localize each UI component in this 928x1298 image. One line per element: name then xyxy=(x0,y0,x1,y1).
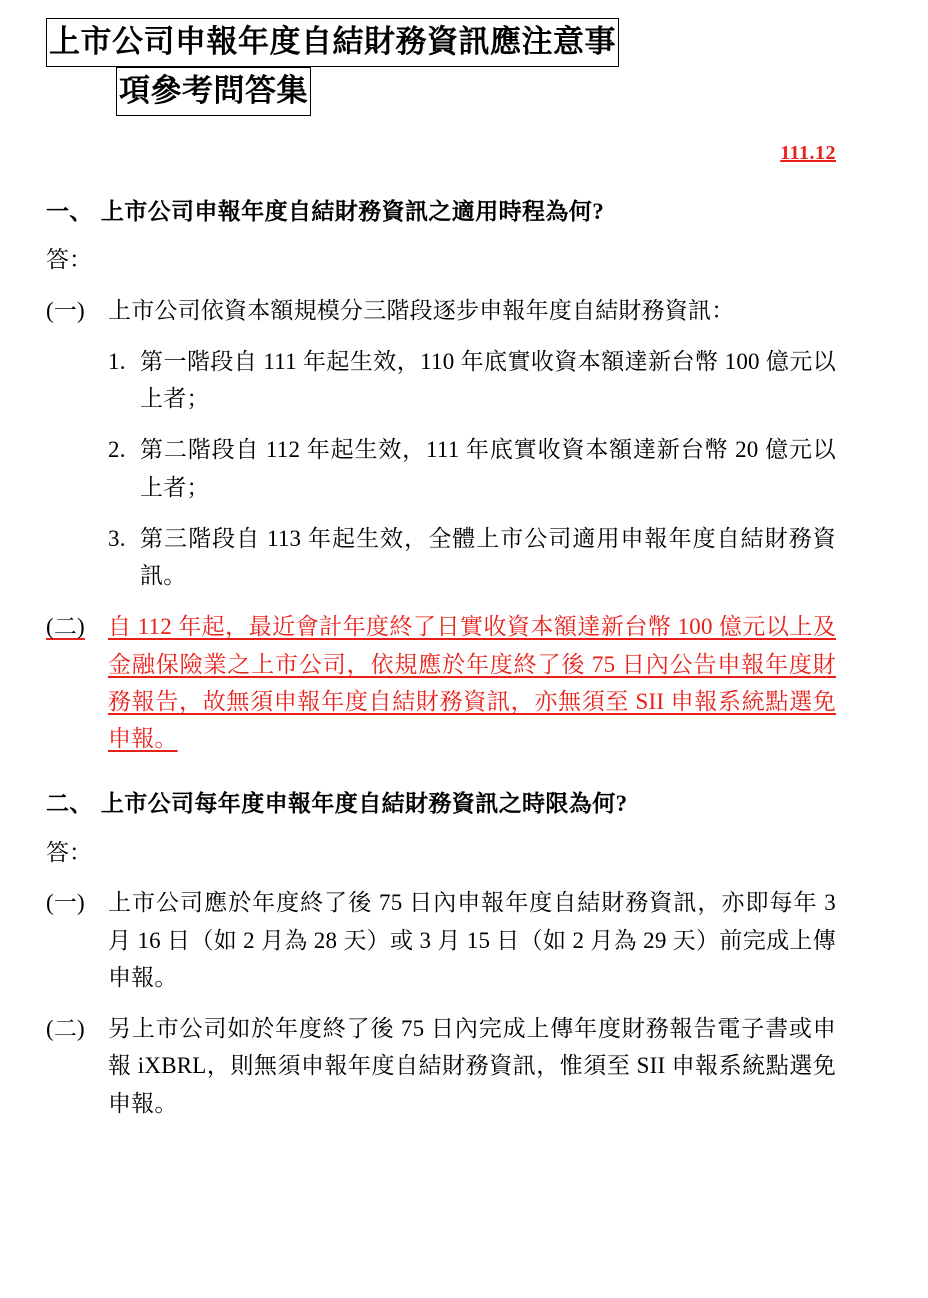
list-item xyxy=(46,292,836,329)
item-text: 上市公司依資本額規模分三階段逐步申報年度自結財務資訊： xyxy=(108,297,735,323)
list-item xyxy=(46,343,836,418)
item-text: 另上市公司如於年度終了後 75 日內完成上傳年度財務報告電子書或申報 iXBRL，則無須申報年度自結財務資訊，惟須至 SII 申報系統點選免申報。 xyxy=(108,1016,836,1116)
list-item xyxy=(46,884,836,996)
answer-label-1: 答： xyxy=(46,247,92,273)
document-title xyxy=(0,18,928,116)
list-item xyxy=(46,431,836,506)
document-body xyxy=(0,195,928,1122)
list-item xyxy=(46,1010,836,1122)
answer-label-2: 答： xyxy=(46,839,92,865)
item-marker: (一) xyxy=(46,890,85,916)
subitem-text: 第一階段自 111 年起生效，110 年底實收資本額達新台幣 100 億元以上者； xyxy=(140,348,836,412)
item-marker: (二) xyxy=(46,1016,85,1042)
item-marker: (二) xyxy=(46,614,85,640)
section-number-1: 一、 xyxy=(46,198,93,224)
section-title-1: 上市公司申報年度自結財務資訊之適用時程為何? xyxy=(100,198,605,224)
section-heading-1 xyxy=(46,195,836,230)
title-line-1: 上市公司申報年度自結財務資訊應注意事 xyxy=(46,18,619,67)
date-stamp: 111.12 xyxy=(780,141,836,164)
list-item-highlighted xyxy=(46,608,836,757)
subitem-text: 第二階段自 112 年起生效，111 年底實收資本額達新台幣 20 億元以上者； xyxy=(140,437,836,500)
section-number-2: 二、 xyxy=(46,791,93,817)
title-line-1-wrap xyxy=(46,18,868,67)
title-line-2-wrap xyxy=(46,67,868,116)
item-text: 上市公司應於年度終了後 75 日內申報年度自結財務資訊，亦即每年 3 月 16 日（如 2 月為 28 天）或 3 月 15 日（如 2 月為 29 天）前完成上傳申報。 xyxy=(108,890,836,990)
title-line-2: 項參考問答集 xyxy=(116,67,311,116)
subitem-marker: 2. xyxy=(108,437,126,463)
section-heading-2 xyxy=(46,787,836,822)
item-text: 自 112 年起，最近會計年度終了日實收資本額達新台幣 100 億元以上及金融保險業之上市公司，依規應於年度終了後 75 日內公告申報年度財務報告，故無須申報年度自結財務資訊，亦無須至 SII 申報系統點選免申報。 xyxy=(108,614,836,752)
list-item xyxy=(46,520,836,595)
subitem-marker: 3. xyxy=(108,525,126,551)
subitem-marker: 1. xyxy=(108,348,126,374)
document-page xyxy=(0,18,928,1298)
sub-list-1 xyxy=(46,343,836,595)
section-title-2: 上市公司每年度申報年度自結財務資訊之時限為何? xyxy=(100,791,628,817)
subitem-text: 第三階段自 113 年起生效，全體上市公司適用申報年度自結財務資訊。 xyxy=(140,525,836,589)
item-marker: (一) xyxy=(46,297,85,323)
